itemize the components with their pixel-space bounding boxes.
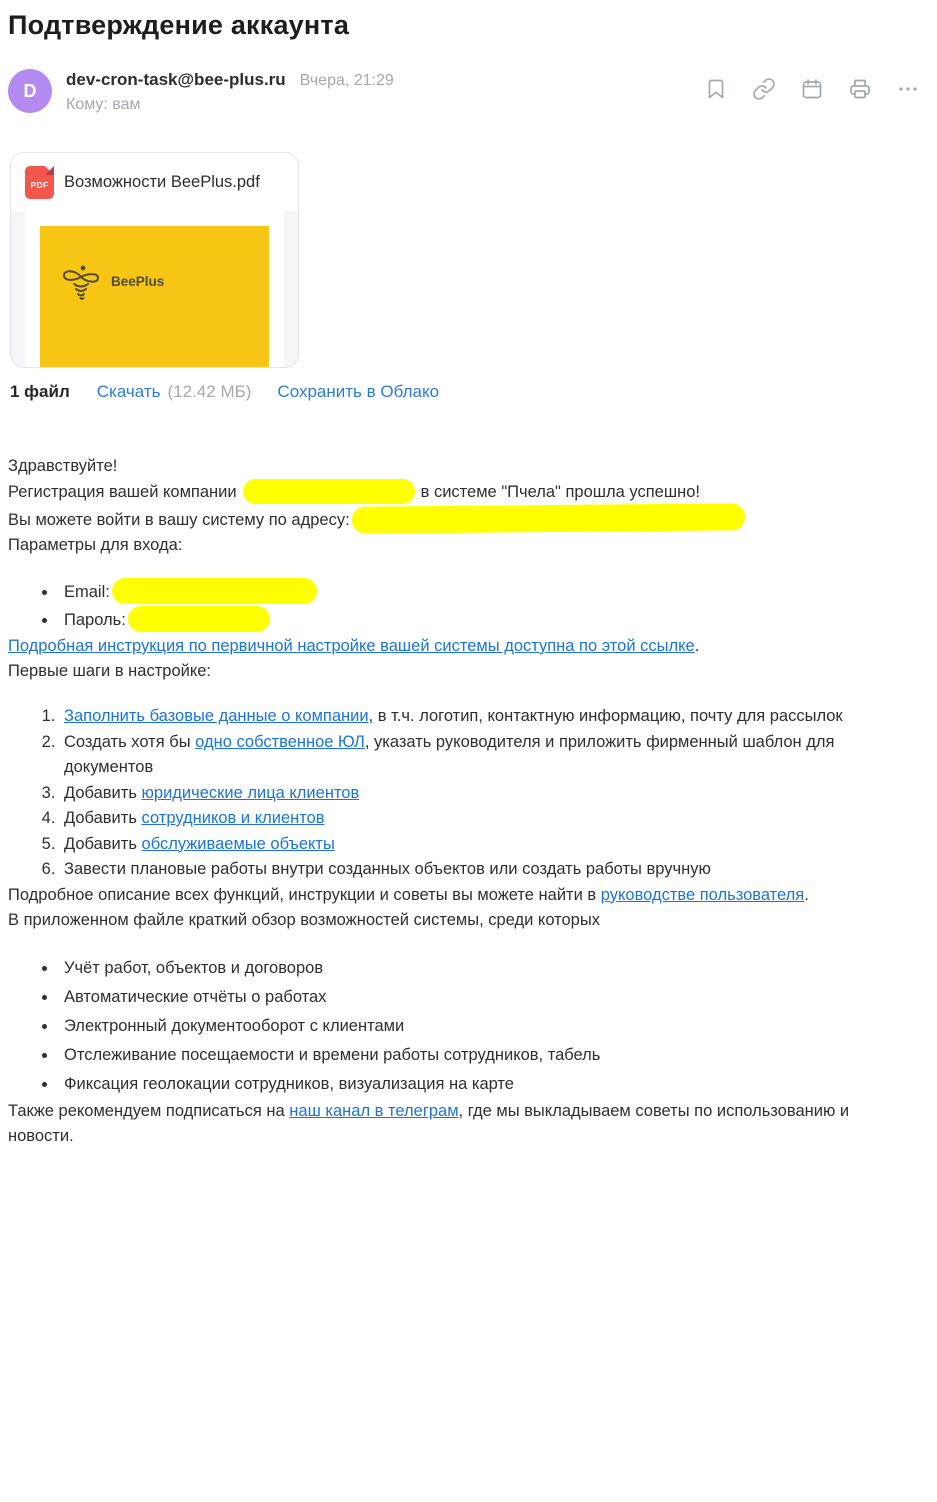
save-to-cloud-link[interactable]: Сохранить в Облако [277, 382, 440, 401]
telegram-channel-link[interactable]: наш канал в телеграм [289, 1101, 459, 1120]
message-time: Вчера, 21:29 [299, 72, 394, 89]
setup-steps-list [8, 704, 913, 883]
list-item-email: • Email: [58, 578, 913, 606]
telegram-text: Также рекомендуем подписаться на наш канал в телеграм, где мы выкладываем советы по использованию и новости. [8, 1101, 850, 1145]
file-count-label: 1 файл [10, 382, 70, 401]
more-actions-button[interactable] [895, 77, 921, 103]
pdf-badge-label: PDF [30, 180, 49, 190]
attachment-preview[interactable] [11, 211, 298, 368]
file-size-label: (12.42 МБ) [167, 382, 252, 401]
attachment-actions [10, 382, 923, 402]
beeplus-logo-text: BeePlus [111, 274, 165, 289]
avatar-letter: D [23, 80, 37, 101]
feature-item: • Автоматические отчёты о работах [58, 983, 913, 1012]
avatar[interactable] [8, 69, 52, 113]
step-link-service-objects[interactable]: обслуживаемые объекты [141, 834, 335, 853]
bookmark-icon [704, 77, 728, 104]
attachment-filename[interactable]: Возможности BeePlus.pdf [64, 173, 260, 191]
pdf-icon [25, 166, 54, 199]
message-body [8, 454, 913, 1149]
more-icon [896, 77, 920, 104]
redaction-company-name [243, 479, 415, 504]
redaction-password [128, 606, 270, 632]
step-item: 2. Создать хотя бы одно собственное ЮЛ, указать руководителя и приложить фирменный шаблон для документов [60, 730, 913, 781]
copy-link-button[interactable] [751, 77, 777, 103]
feature-item: • Электронный документооборот с клиентами [58, 1012, 913, 1041]
beeplus-bee-icon [60, 264, 102, 304]
attached-overview-text: В приложенном файле краткий обзор возможностей системы, среди которых [8, 910, 600, 929]
redaction-login-url [352, 503, 745, 533]
step-link-own-entity[interactable]: одно собственное ЮЛ [195, 732, 365, 751]
redaction-email [112, 578, 317, 604]
download-link[interactable]: Скачать [96, 382, 161, 401]
message-toolbar [703, 77, 921, 103]
feature-item: • Учёт работ, объектов и договоров [58, 954, 913, 983]
step-link-company-data[interactable]: Заполнить базовые данные о компании [64, 707, 369, 725]
manual-text: Подробное описание всех функций, инструкции и советы вы можете найти в руководстве пользователя. [8, 885, 809, 904]
step-item: 6. Завести плановые работы внутри созданных объектов или создать работы вручную [60, 857, 913, 883]
recipient-label[interactable]: Кому: вам [66, 96, 141, 113]
message-header [8, 69, 923, 114]
registration-text: Регистрация вашей компании в системе "Пчела" прошла успешно! [8, 479, 913, 505]
bookmark-button[interactable] [703, 77, 729, 103]
step-item: 4. Добавить сотрудников и клиентов [60, 806, 913, 832]
first-steps-heading: Первые шаги в настройке: [8, 662, 212, 680]
setup-instruction-link[interactable]: Подробная инструкция по первичной настройке вашей системы доступна по этой ссылке [8, 637, 695, 655]
feature-item: • Отслеживание посещаемости и времени работы сотрудников, табель [58, 1041, 913, 1070]
step-link-employees-clients[interactable]: сотрудников и клиентов [141, 809, 325, 827]
link-icon [752, 77, 776, 104]
step-link-client-entities[interactable]: юридические лица клиентов [141, 783, 360, 802]
login-url-text: Вы можете войти в вашу систему по адресу: [8, 505, 913, 533]
features-list [8, 954, 913, 1099]
print-icon [848, 77, 872, 104]
page-title: Подтверждение аккаунта [8, 10, 350, 40]
step-item: 1. Заполнить базовые данные о компании, в т.ч. логотип, контактную информацию, почту для рассылок [60, 704, 913, 730]
greeting-text: Здравствуйте! [8, 457, 118, 475]
step-item: 3. Добавить юридические лица клиентов [60, 781, 913, 807]
calendar-button[interactable] [799, 77, 825, 103]
print-button[interactable] [847, 77, 873, 103]
calendar-icon [800, 77, 824, 104]
setup-instruction-text: Подробная инструкция по первичной настройке вашей системы доступна по этой ссылке. [8, 637, 700, 655]
list-item-password: • Пароль: [58, 606, 913, 634]
attachment-card[interactable] [10, 152, 299, 368]
step-item: 5. Добавить обслуживаемые объекты [60, 832, 913, 858]
user-manual-link[interactable]: руководстве пользователя [600, 885, 805, 904]
credentials-list [8, 578, 913, 634]
sender-email[interactable]: dev-cron-task@bee-plus.ru [66, 70, 286, 89]
login-params-heading: Параметры для входа: [8, 536, 183, 554]
feature-item: • Фиксация геолокации сотрудников, визуализация на карте [58, 1070, 913, 1099]
